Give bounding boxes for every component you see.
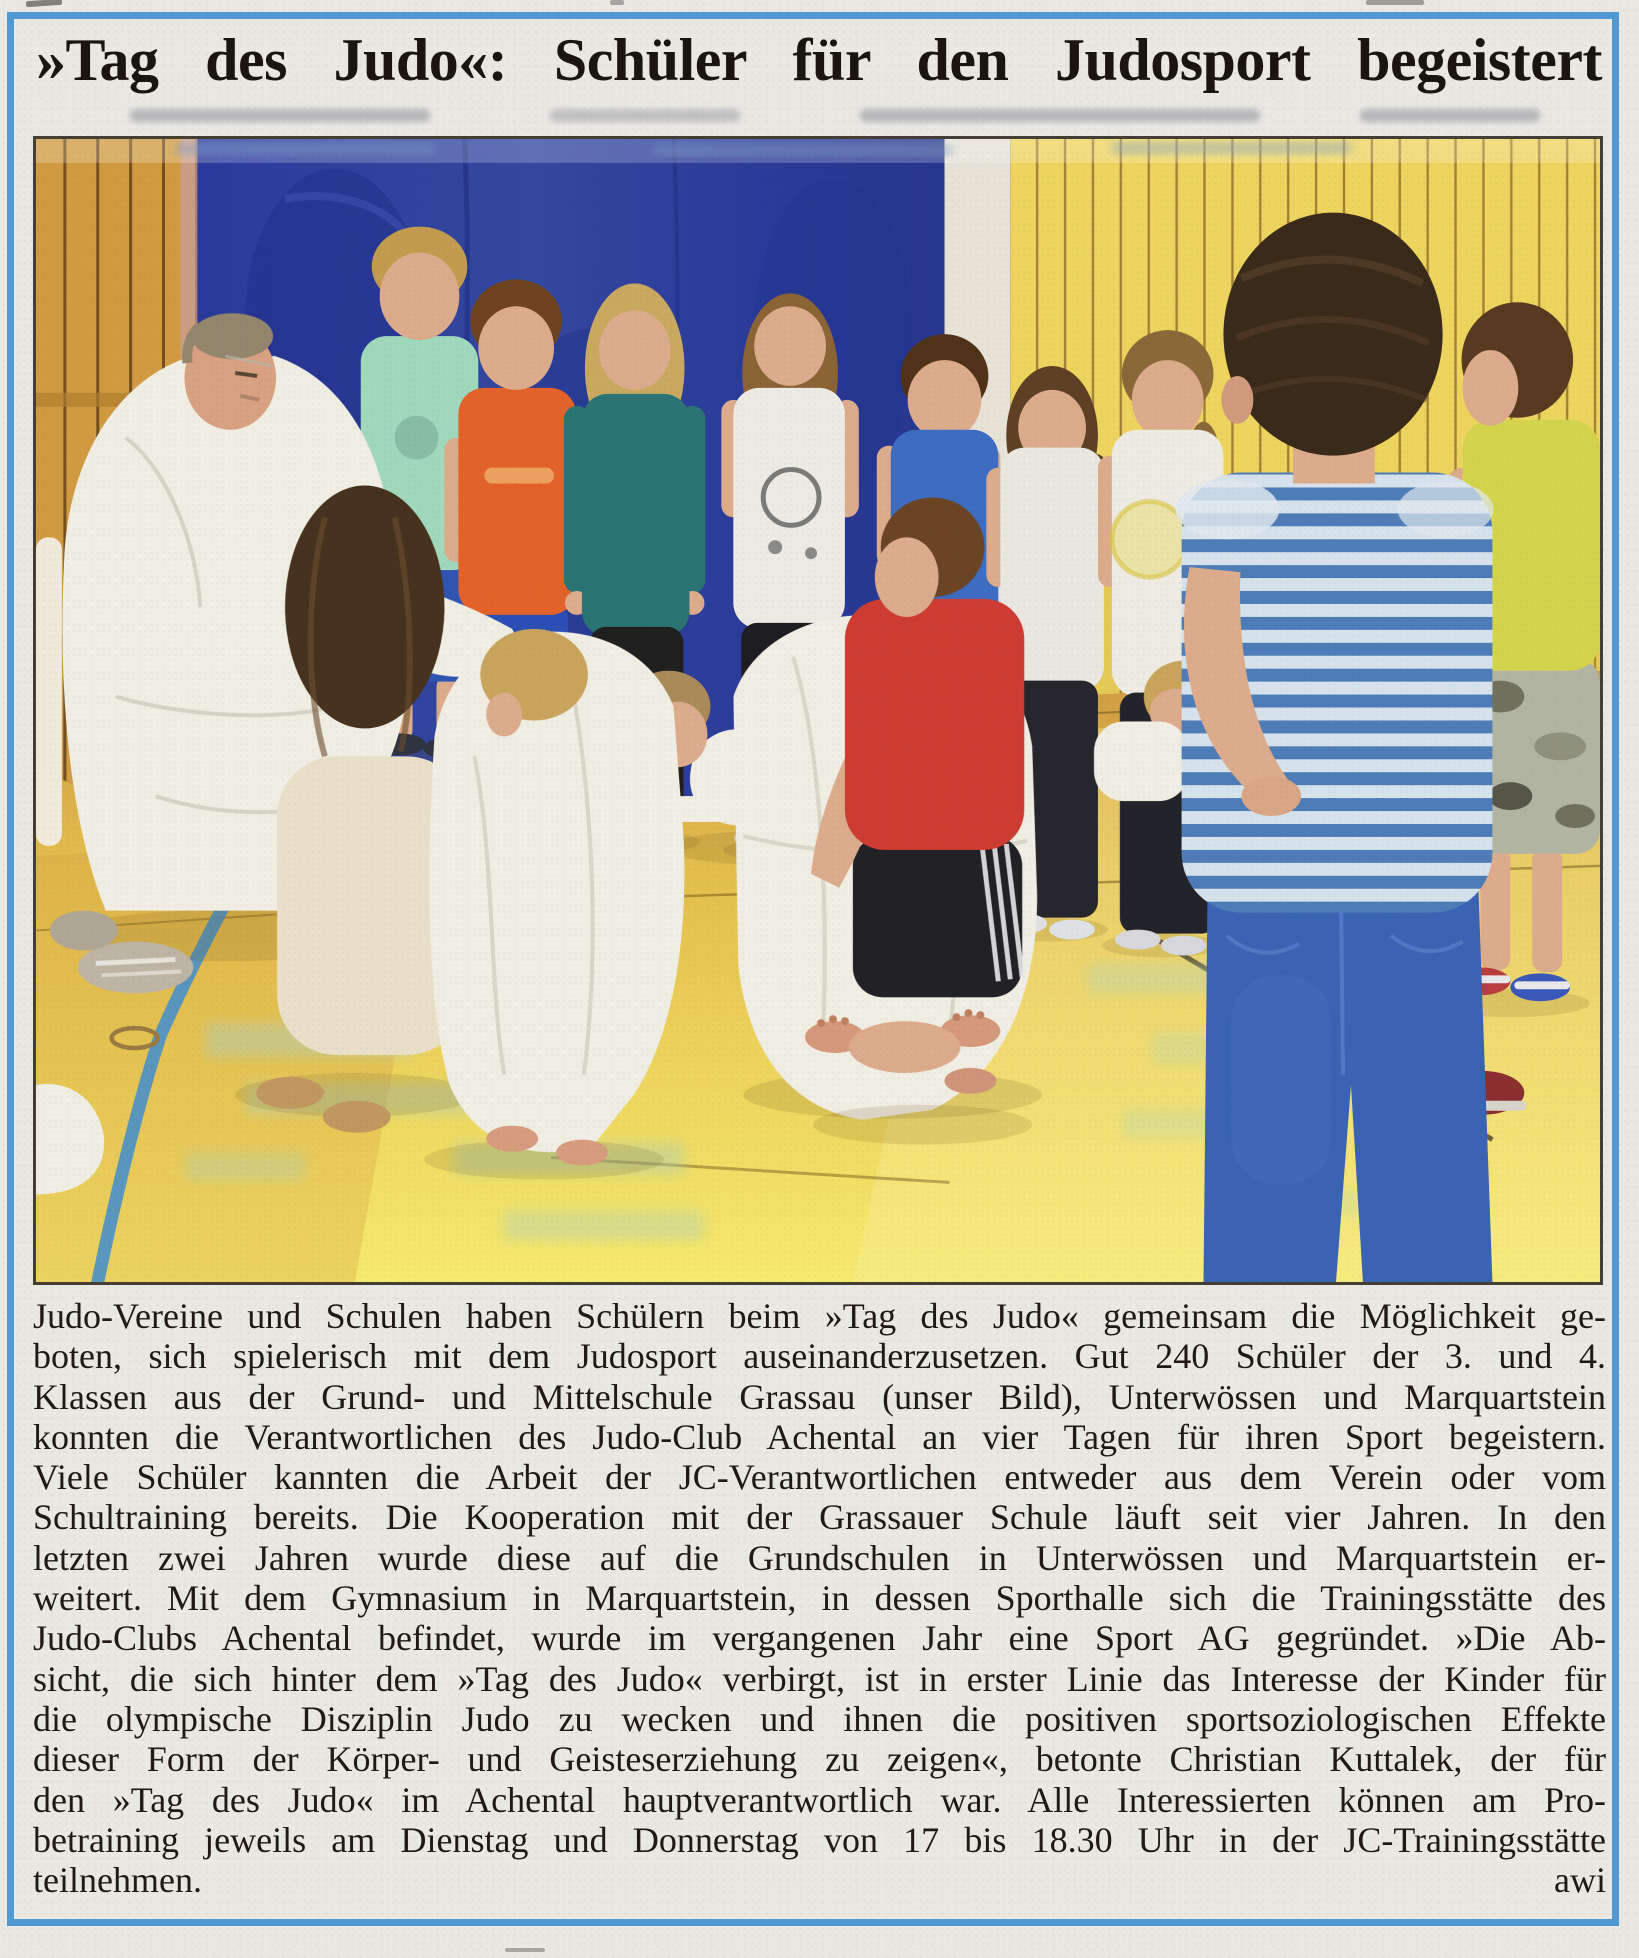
gym-photo-scene [36, 139, 1600, 1282]
article-last-line-text: teilnehmen. [33, 1860, 202, 1901]
article-line: die olympische Disziplin Judo zu wecken und ihnen die positiven sportsoziologischen Effekte [33, 1698, 1606, 1739]
article-headline: »Tag des Judo«: Schüler für den Judosport begeistert [36, 27, 1602, 93]
article-line: den »Tag des Judo« im Achental hauptverantwortlich war. Alle Interessierten können am Pro- [33, 1779, 1606, 1820]
scan-speck [26, 0, 62, 7]
article-photo [33, 136, 1603, 1285]
article-line: sicht, die sich hinter dem »Tag des Judo« verbirgt, ist in erster Linie das Interesse der Kinder für [33, 1658, 1606, 1699]
halftone-overlay [36, 139, 1600, 1282]
article-line: Schultraining bereits. Die Kooperation mit der Grassauer Schule läuft seit vier Jahren. In den [33, 1497, 1606, 1538]
scan-speck [610, 0, 624, 5]
article-line: Judo-Clubs Achental befindet, wurde im vergangenen Jahr eine Sport AG gegründet. »Die Ab- [33, 1618, 1606, 1659]
print-bleed-strip [70, 104, 1570, 128]
article-body [33, 1296, 1606, 1900]
article-line: boten, sich spielerisch mit dem Judosport auseinanderzusetzen. Gut 240 Schüler der 3. und 4. [33, 1336, 1606, 1377]
article-line: dieser Form der Körper- und Geisteserziehung zu zeigen«, betonte Christian Kuttalek, der für [33, 1739, 1606, 1780]
scan-speck [1366, 0, 1424, 5]
author-signature: awi [1554, 1860, 1606, 1901]
article-line: konnten die Verantwortlichen des Judo-Club Achental an vier Tagen für ihren Sport begeistern. [33, 1416, 1606, 1457]
article-line: Judo-Vereine und Schulen haben Schülern beim »Tag des Judo« gemeinsam die Möglichkeit ge- [33, 1296, 1606, 1336]
article-line: letzten zwei Jahren wurde diese auf die Grundschulen in Unterwössen und Marquartstein er- [33, 1537, 1606, 1578]
article-line: Klassen aus der Grund- und Mittelschule Grassau (unser Bild), Unterwössen und Marquartstein [33, 1376, 1606, 1417]
article-line: betraining jeweils am Dienstag und Donnerstag von 17 bis 18.30 Uhr in der JC-Trainingsstätte [33, 1819, 1606, 1860]
article-line: weitert. Mit dem Gymnasium in Marquartstein, in dessen Sporthalle sich die Trainingsstätte des [33, 1578, 1606, 1619]
article-last-line [33, 1860, 1606, 1900]
article-line: Viele Schüler kannten die Arbeit der JC-Verantwortlichen entweder aus dem Verein oder vom [33, 1457, 1606, 1498]
scan-speck [505, 1948, 545, 1952]
